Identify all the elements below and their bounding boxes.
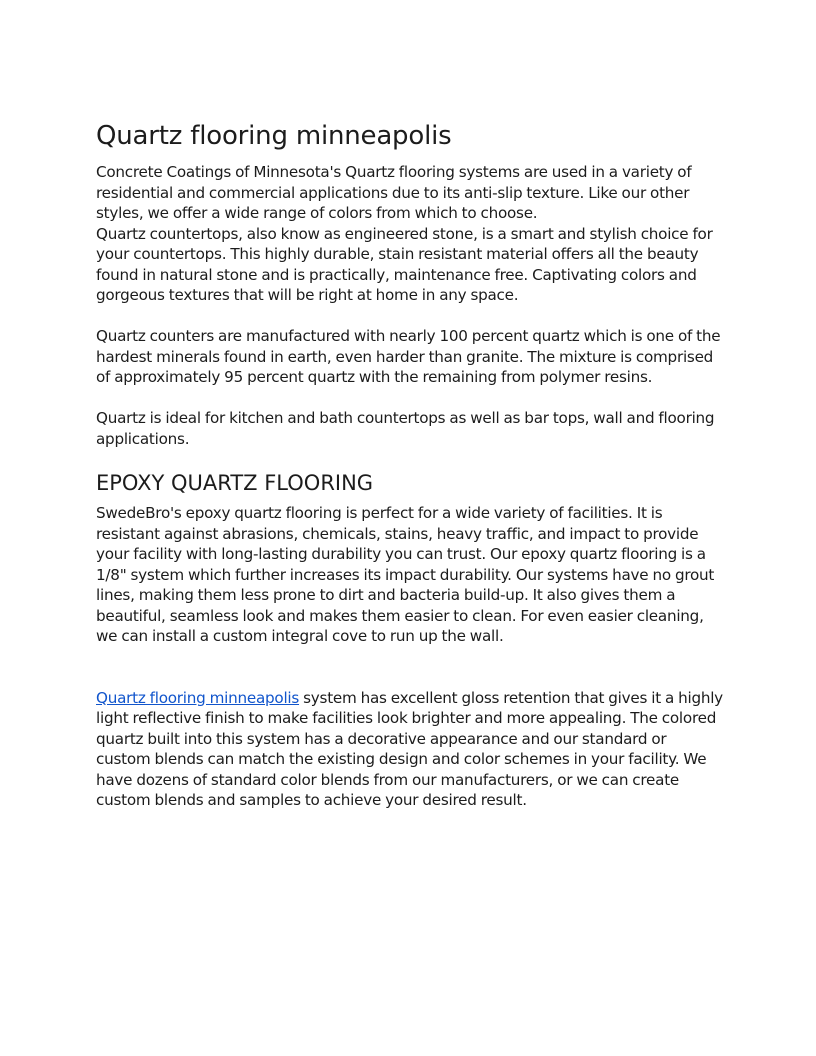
page-title: Quartz flooring minneapolis [96, 121, 452, 151]
section-paragraph-2-text: system has excellent gloss retention that gives it a highly light reflective finish to make facilities look brighter and more appealing. The colored quartz built into this system has a decorative appearance and our standard or custom blends can match the existing design and color schemes in your facility. We have dozens of standard color blends from our manufacturers, or we can create custom blends and samples to achieve your desired result. [96, 688, 723, 809]
intro-paragraph-2: Quartz countertops, also know as engineered stone, is a smart and stylish choice for your countertops. This highly durable, stain resistant material offers all the beauty found in natural stone and is practically, maintenance free. Captivating colors and gorgeous textures that will be right at home in any space. [96, 224, 713, 304]
section-paragraph-2 [96, 688, 724, 811]
intro-paragraph-1: Concrete Coatings of Minnesota's Quartz flooring systems are used in a variety of residential and commercial applications due to its anti-slip texture. Like our other styles, we offer a wide range of colors from which to choose. [96, 163, 692, 222]
document-page [96, 118, 724, 811]
section-heading: EPOXY QUARTZ FLOORING [96, 471, 374, 495]
intro-paragraph-3: Quartz counters are manufactured with nearly 100 percent quartz which is one of the hardest minerals found in earth, even harder than granite. The mixture is comprised of approximately 95 percent quartz with the remaining from polymer resins. [96, 327, 721, 386]
quartz-flooring-link[interactable]: Quartz flooring minneapolis [96, 688, 300, 707]
section-paragraph-1: SwedeBro's epoxy quartz flooring is perfect for a wide variety of facilities. It is resistant against abrasions, chemicals, stains, heavy traffic, and impact to provide your facility with long-lasting durability you can trust. Our epoxy quartz flooring is a 1/8" system which further increases its impact durability. Our systems have no grout lines, making them less prone to dirt and bacteria build-up. It also gives them a beautiful, seamless look and makes them easier to clean. For even easier cleaning, we can install a custom integral cove to run up the wall. [96, 504, 715, 645]
intro-paragraph-4: Quartz is ideal for kitchen and bath countertops as well as bar tops, wall and flooring applications. [96, 409, 715, 448]
